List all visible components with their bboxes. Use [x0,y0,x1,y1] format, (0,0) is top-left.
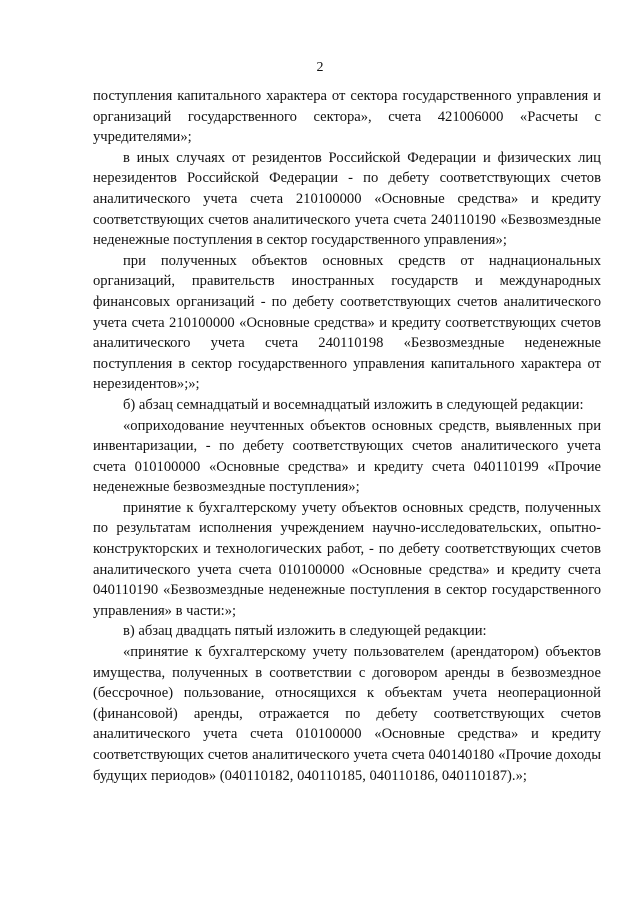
paragraph-6: принятие к бухгалтерскому учету объектов основных средств, полученных по результатам исполнения учреждением научно-исследовательских, опытно-конструкторских и технологических работ, - по дебету соответствующих счетов аналитического учета счета 010100000 «Основные средства» и кредиту счета 040110190 «Безвозмездные неденежные поступления в сектор государственного управления» в части:»; [93,499,601,619]
document-body [93,86,601,786]
page-number: 2 [316,60,324,75]
paragraph-7: в) абзац двадцать пятый изложить в следующей редакции: [123,623,487,640]
paragraph-3: при полученных объектов основных средств от наднациональных организаций, правительств иностранных государств и международных финансовых организаций - по дебету соответствующих счетов аналитического учета счета 210100000 «Основные средства» и кредиту соответствующих счетов аналитического учета счета 240110198 «Безвозмездные неденежные поступления в сектор государственного управления капитального характера от нерезидентов»;»; [93,252,601,393]
paragraph-2: в иных случаях от резидентов Российской Федерации и физических лиц нерезидентов Российской Федерации - по дебету соответствующих счетов аналитического учета счета 210100000 «Основные средства» и кредиту соответствующих счетов аналитического учета счета 240110190 «Безвозмездные неденежные поступления в сектор государственного управления»; [93,149,601,249]
paragraph-4: б) абзац семнадцатый и восемнадцатый изложить в следующей редакции: [123,396,584,413]
paragraph-5: «оприходование неучтенных объектов основных средств, выявленных при инвентаризации, - по дебету соответствующих счетов аналитического учета счета 010100000 «Основные средства» и кредиту счета 040110199 «Прочие неденежные безвозмездные поступления»; [93,417,601,496]
paragraph-1: поступления капитального характера от сектора государственного управления и организаций государственного сектора», счета 421006000 «Расчеты с учредителями»; [93,88,601,146]
paragraph-8: «принятие к бухгалтерскому учету пользователем (арендатором) объектов имущества, полученных в соответствии с договором аренды в безвозмездное (бессрочное) пользование, относящихся к объектам учета неоперационной (финансовой) аренды, отражается по дебету соответствующих счетов аналитического учета счета 010100000 «Основные средства» и кредиту соответствующих счетов аналитического учета счета 040140180 «Прочие доходы будущих периодов» (040110182, 040110185, 040110186, 040110187).»; [93,644,601,784]
